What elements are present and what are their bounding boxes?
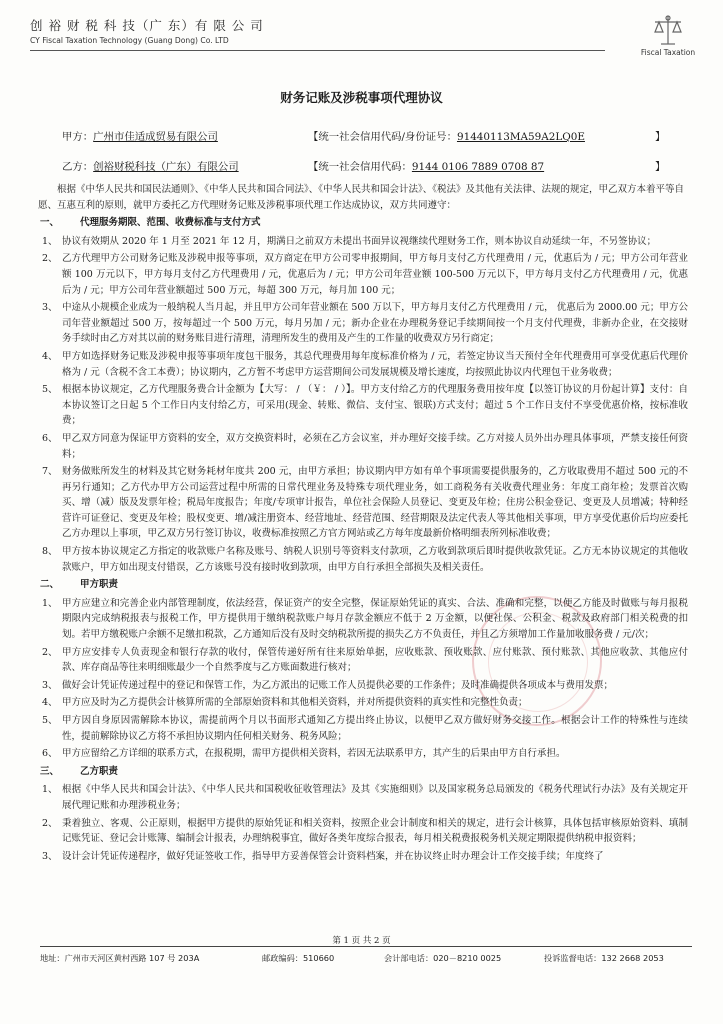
section-heading-2: 二、 甲方职责 [40,579,119,591]
list-item: 6、 甲方应留给乙方详细的联系方式，在报税期，需甲方提供相关资料，若因无法联系甲方，其产生的后果由甲方自行承担。 [42,748,566,760]
letterhead [30,14,700,66]
party-b-label: 乙方： [62,161,94,173]
section-3-list [38,782,688,864]
party-a-label: 甲方： [62,131,94,143]
footer-address: 地址：广州市天河区黄村西路 107 号 203A [40,953,200,963]
party-b-id-label: 【统一社会信用代码： [308,161,412,173]
list-item: 4、 甲方应及时为乙方提供会计核算所需的全部原始资料和其他相关资料，并对所提供资料的真实性和完整性负责； [42,697,528,709]
company-name-en: CY Fiscal Taxation Technology (Guang Dong) Co. LTD [30,36,229,45]
party-b-id [308,158,544,173]
logo-icon [633,14,703,48]
party-b-id-value: 9144 0106 7889 0708 87 [411,161,545,173]
list-item: 2、 秉着独立、客观、公正原则，根据甲方提供的原始凭证和相关资料，按照企业会计制度和相关的规定，进行会计核算，具体包括审核原始资料、填制记账凭证、登记会计账簿、编制会计报表，办理纳税事宜，做好各类年度综合报表，每月相关税费报税务机关规定期限提供纳税申报资料； [42,817,688,845]
section-2-list [38,596,688,762]
list-item: 1、 根据《中华人民共和国会计法》、《中华人民共和国税收征收管理法》及其《实施细则》以及国家税务总局颁发的《税务代理试行办法》及有关规定开展代理记账和办理涉税业务； [42,784,688,811]
list-item: 5、 根据本协议规定，乙方代理服务费合计金额为【大写： / （￥： / ）】。甲方支付给乙方的代理服务费用按年度【以签订协议的月份起计算】支付：自本协议签订之日起 5 个工作日内支付给乙方，可采用(现金、转账、微信、支付宝、银联)方式支付；超过 5 个工作日支付不享受优惠价格，按标准收费； [42,384,688,427]
footer-phone: 会计部电话：020－8210 0025 [384,953,502,963]
list-item: 6、 甲乙双方同意为保证甲方资料的安全，双方交换资料时，必须在乙方会议室，并办理好交接手续。乙方对接人员外出办理具体事项，严禁支接任何资料； [42,432,688,460]
section-heading-3: 三、 乙方职责 [40,765,119,777]
party-a-name: 广州市佳适成贸易有限公司 [93,131,218,143]
section-heading-1: 一、 代理服务期限、范围、收费标准与支付方式 [40,217,261,229]
list-item: 3、 中途从小规模企业成为一般纳税人当月起，并且甲方公司年营业额在 500 万以下，甲方每月支付乙方代理费用 / 元， 优惠后为 2000.00 元；甲方公司年营业额超过 500 万，按每超过一个 500 万元，每月另加 / 元；新办企业在办理税务登记手续期间按一个月支付代理费，非新办企业，在交接财务手续时由乙方对其以前的财务账目进行清理，清理所发生的费用及产生的工作量的收费双方另行商定； [42,302,688,345]
party-a-id-label: 【统一社会信用代码/身份证号： [308,131,457,143]
list-item: 2、 乙方代理甲方公司财务记账及涉税申报等事项，双方商定在甲方公司零申报期间，甲方每月支付乙方代理费用 / 元，优惠后为 / 元；甲方公司年营业额 100 万元以下，甲方每月支付乙方代理费用 / 元，优惠后为 / 元；甲方公司年营业额 100-500 万元以下，甲方每月支付乙方代理费用 / 元，优惠后为 / 元；甲方公司年营业额超过 500 万元，每超 300 万元，每月加 100 元； [42,253,688,296]
footer-complaint-phone: 投诉监督电话：132 2668 2053 [544,953,664,963]
list-item: 4、 甲方如选择财务记账及涉税申报等事项年度包干服务，其总代理费用每年度标准价格为 / 元，若签定协议当天预付全年代理费用可享受优惠后代理价格为 / 元（含税不含工本费）；协议期内，乙方暂不考虑甲方运营期间公司发展规模及增长速度，均按照此协议内代理包干业务收费； [42,350,688,378]
page-number: 第 1 页 共 2 页 [332,936,391,946]
list-item: 3、 做好会计凭证传递过程中的登记和保管工作，为乙方派出的记账工作人员提供必要的工作条件；及时准确提供各项成本与费用发票； [42,679,614,691]
list-item: 1、 甲方应建立和完善企业内部管理制度，依法经营，保证资产的安全完整，保证原始凭证的真实、合法、准确和完整，以便乙方能及时做账与每月报税期限内完成纳税报表与报税工作，甲方提供用于缴纳税款账户每月存款金额应不低于 2 万金额，以便社保、公积金、税款及政府部门相关税费的扣划。若甲方缴税账户余额不足缴扣税款，乙方通知后没有及时交纳税款所提的损失乙方不负责任，并且乙方须增加工作量加收服务费 / 元/次； [42,597,688,641]
party-b-line [62,158,666,173]
list-item: 7、 财务做账所发生的材料及其它财务耗材年度共 200 元，由甲方承担；协议期内甲方如有单个事项需要提供服务的，乙方收取费用不超过 500 元的不再另行通知；乙方代办甲方公司运营过程中所需的日常代理业务及特殊专项代理业务，如工商税务有关收费代理业务：年度工商年检；发票首次购买、增（减）版及发票年检；税局年度报告；年度/专项审计报告，单位社会保险人员登记、变更及年检；住房公积金登记、变更及人员增减；特种经营许可证登记、变更及年检；股权变更、增/减注册资本、经营地址、经营范围、经营期限及法定代表人等其他相关事项，甲方享受优惠价后均应委托乙方办理以上事项，甲乙双方另行签订协议，收费标准按照乙方官方网站或乙方每年度最新价格明细表所列标准收费； [42,466,688,540]
company-name-cn: 创 裕 财 税 科 技（广 东）有 限 公 司 [30,18,264,33]
list-item: 8、 甲方按本协议规定乙方指定的收款账户名称及账号、纳税人识别号等资料支付款项，乙方收到款项后即时提供收款凭证。乙方无本协议规定的其他收款账户，甲方如出现支付错误，乙方该账号没有接时收到款项，由甲方自行承担全部损失及相关责任。 [42,546,688,573]
agreement-body [38,182,688,866]
document-title: 财务记账及涉税事项代理协议 [280,90,443,105]
party-a-id [308,128,585,143]
party-a-id-value: 91440113MA59A2LQ0E [456,131,585,143]
section-1-list [38,234,688,575]
party-b-bracket: 】 [655,161,666,173]
party-b-name: 创裕财税科技（广东）有限公司 [93,161,239,173]
list-item: 1、 协议有效期从 2020 年 1 月至 2021 年 12 月，期满日之前双方未提出书面异议视继续代理财务工作，则本协议自动延续一年，不另签协议； [42,235,657,247]
footer-postcode: 邮政编码：510660 [262,953,335,963]
company-logo [633,14,703,66]
footer-divider [40,946,692,947]
header-divider [30,50,605,51]
party-a-line [62,128,666,143]
list-item: 5、 甲方因自身原因需解除本协议，需提前两个月以书面形式通知乙方提出终止协议，以便甲乙双方做好财务交接工作。根据会计工作的特殊性与连续性，提前解除协议乙方将不承担协议期内任何相关财务、税务风险； [42,715,688,742]
logo-text: Fiscal Taxation [640,48,696,57]
list-item: 2、 甲方应安排专人负责现金和银行存款的收付，保管传递好所有往来原始单据，应收账款、预收账款、应付账款、预付账款、其他应收款、其他应付款、库存商品等往来明细账最少一个自然季度与乙方账面数进行核对； [42,646,688,674]
party-a-bracket: 】 [655,131,666,143]
intro-paragraph: 根据《中华人民共和国民法通则》、《中华人民共和国合同法》、《中华人民共和国会计法》、《税法》及其他有关法律、法规的规定，甲乙双方本着平等自愿、互惠互利的原则，就甲方委托乙方代理财务记账及涉税事项代理工作达成协议，双方共同遵守： [38,184,685,211]
list-item: 3、 设计会计凭证传递程序，做好凭证签收工作，指导甲方妥善保管会计资料档案，并在协议终止时办理会计工作交接手续；年度终了 [42,850,604,862]
